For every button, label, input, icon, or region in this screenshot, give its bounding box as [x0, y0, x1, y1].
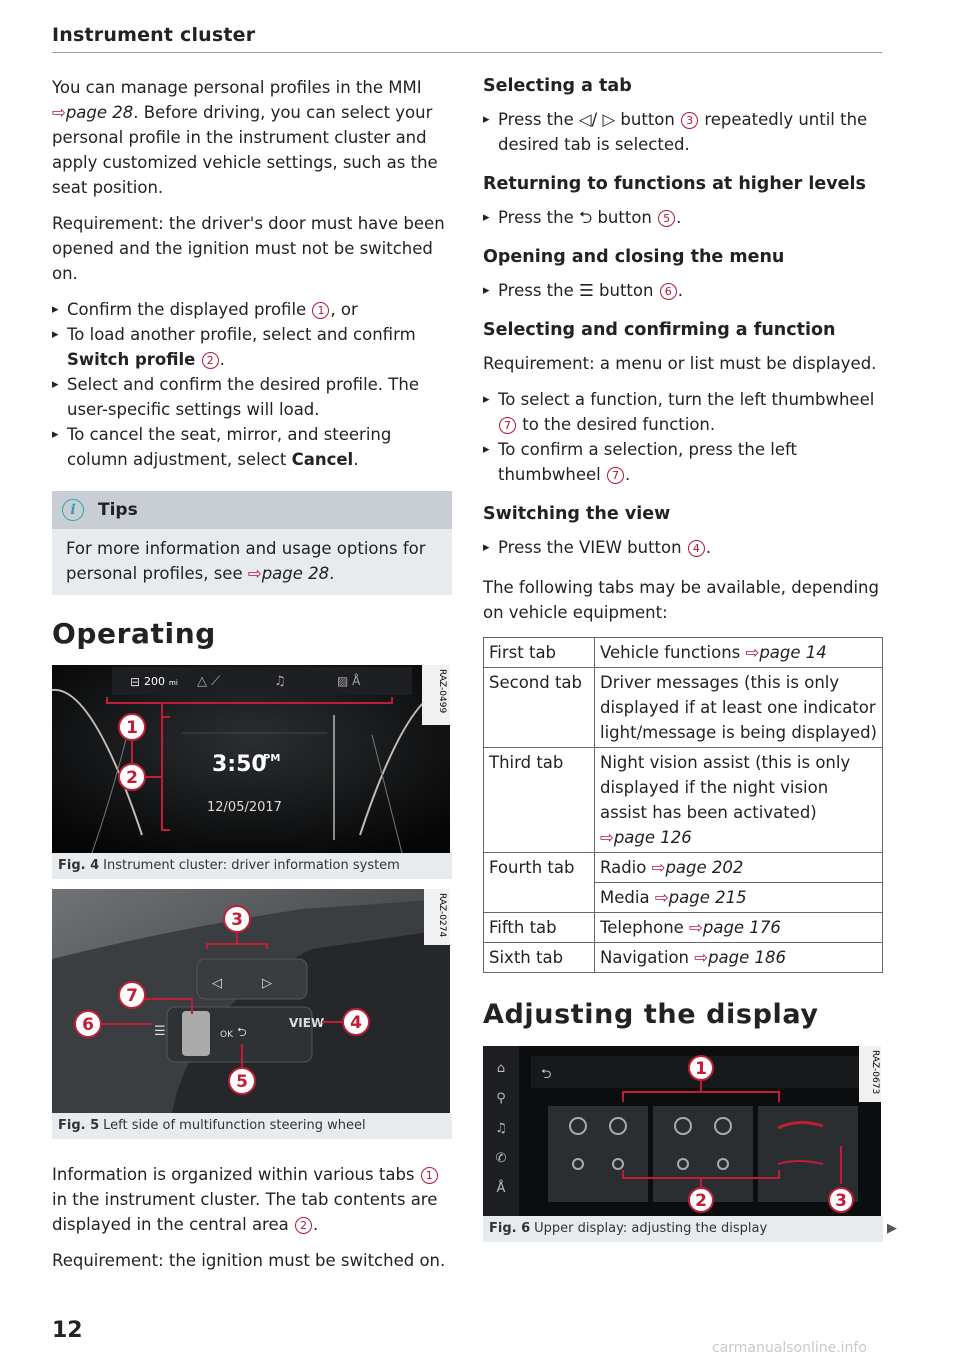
- step-view: ▸ Press the VIEW button 4 .: [483, 535, 883, 560]
- svg-text:4: 4: [350, 1013, 362, 1033]
- svg-text:PM: PM: [263, 753, 281, 764]
- table-row: [484, 748, 883, 853]
- svg-text:▷: ▷: [262, 976, 272, 991]
- tab-content-cell: Driver messages (this is only displayed if at least one indicator light/message is being displayed): [595, 668, 883, 748]
- heading-returning: Returning to functions at higher levels: [483, 174, 866, 194]
- page-link[interactable]: page 176: [702, 918, 781, 937]
- step-confirm-function: ▸ To confirm a selection, press the left thumbwheel 7 .: [483, 437, 883, 487]
- tab-content-cell: Media ⇨page 215: [595, 883, 883, 913]
- function-requirement: Requirement: a menu or list must be displayed.: [483, 354, 877, 373]
- svg-text:◁: ◁: [212, 976, 222, 991]
- tips-page-link[interactable]: page 28: [261, 564, 330, 583]
- svg-text:⮌: ⮌: [237, 1025, 247, 1039]
- tips-box: [52, 491, 452, 595]
- page-link[interactable]: page 186: [708, 948, 787, 967]
- operating-heading: Operating: [52, 617, 216, 650]
- requirement-ignition: Requirement: the ignition must be switched on.: [52, 1251, 446, 1270]
- table-row: [484, 638, 883, 668]
- svg-text:3: 3: [231, 910, 243, 930]
- figure-5: [52, 889, 452, 1139]
- steering-wheel-image: [52, 889, 450, 1113]
- tab-content-cell: Navigation ⇨page 186: [595, 943, 883, 973]
- step-return: ▸ Press the ⮌ button 5 .: [483, 205, 883, 230]
- svg-text:△ ⟋: △ ⟋: [197, 674, 221, 689]
- heading-function: Selecting and confirming a function: [483, 320, 836, 340]
- tab-content-cell: Radio ⇨page 202: [595, 853, 883, 883]
- upper-display-image: [483, 1046, 881, 1216]
- page-number: 12: [52, 1318, 83, 1343]
- figure-6-caption: Fig. 6 Upper display: adjusting the display ▶: [483, 1216, 883, 1242]
- tabs-table: [483, 637, 883, 973]
- watermark: carmanualsonline.info: [712, 1340, 867, 1356]
- tabs-intro: The following tabs may be available, depending on vehicle equipment:: [483, 578, 879, 622]
- page-link[interactable]: page 202: [665, 858, 744, 877]
- figure-4-caption: Fig. 4 Instrument cluster: driver information system: [52, 853, 452, 879]
- tabs-info-paragraph: Information is organized within various tabs 1 in the instrument cluster. The tab contents are displayed in the central area 2 .: [52, 1165, 438, 1234]
- heading-selecting-tab: Selecting a tab: [483, 76, 632, 96]
- tab-name-cell: Third tab: [484, 748, 595, 853]
- step-select-profile: ▸ Select and confirm the desired profile. The user-specific settings will load.: [52, 372, 452, 422]
- svg-text:mi: mi: [169, 679, 178, 687]
- page-link[interactable]: page 215: [668, 888, 747, 907]
- intro-paragraph: You can manage personal profiles in the MMI ⇨page 28. Before driving, you can select your personal profile in the instrument cluster and apply customized vehicle settings, such as the seat position.: [52, 78, 438, 197]
- tab-content-cell: Vehicle functions ⇨page 14: [595, 638, 883, 668]
- figure-4: [52, 665, 452, 879]
- page-link[interactable]: page 126: [613, 828, 692, 847]
- svg-text:RAZ-0673: RAZ-0673: [870, 1050, 880, 1095]
- svg-text:2: 2: [126, 768, 138, 788]
- svg-text:⌂: ⌂: [496, 1061, 506, 1076]
- right-column: [483, 75, 897, 1242]
- svg-text:RAZ-0499: RAZ-0499: [437, 669, 447, 714]
- svg-text:200: 200: [144, 675, 165, 688]
- tips-body: For more information and usage options for personal profiles, see ⇨page 28.: [52, 529, 452, 595]
- header-title: Instrument cluster: [52, 24, 256, 46]
- svg-text:1: 1: [126, 718, 138, 738]
- step-menu: ▸ Press the ☰ button 6 .: [483, 278, 883, 303]
- svg-text:2: 2: [695, 1191, 707, 1211]
- svg-text:3:50: 3:50: [212, 752, 267, 777]
- page-arrow-icon: ⇨: [52, 103, 66, 122]
- tab-content-cell: Night vision assist (this is only displayed if the night vision assist has been activated) ⇨page 126: [595, 748, 883, 853]
- heading-menu: Opening and closing the menu: [483, 247, 785, 267]
- tab-name-cell: Fifth tab: [484, 913, 595, 943]
- page-link[interactable]: page 14: [759, 643, 827, 662]
- adjusting-heading: Adjusting the display: [483, 999, 819, 1030]
- svg-text:☰: ☰: [154, 1024, 166, 1039]
- svg-text:OK: OK: [220, 1030, 233, 1040]
- tab-name-cell: Fourth tab: [484, 853, 595, 913]
- svg-text:✆: ✆: [495, 1151, 507, 1166]
- tips-header: i Tips: [52, 491, 452, 529]
- heading-view: Switching the view: [483, 504, 671, 524]
- table-row: [484, 853, 883, 883]
- header-divider: [52, 52, 882, 53]
- svg-text:⊟: ⊟: [130, 675, 141, 689]
- step-load-profile: ▸ To load another profile, select and confirm Switch profile 2 .: [52, 322, 452, 372]
- continue-arrow-icon: ▶: [887, 1221, 897, 1236]
- tab-name-cell: First tab: [484, 638, 595, 668]
- tab-name-cell: Second tab: [484, 668, 595, 748]
- svg-text:6: 6: [82, 1015, 94, 1035]
- figure-6: [483, 1046, 897, 1242]
- info-icon: i: [62, 499, 84, 521]
- svg-text:1: 1: [695, 1059, 707, 1079]
- tab-name-cell: Sixth tab: [484, 943, 595, 973]
- svg-text:3: 3: [835, 1191, 847, 1211]
- svg-text:5: 5: [236, 1072, 248, 1092]
- step-select-function: ▸ To select a function, turn the left thumbwheel 7 to the desired function.: [483, 387, 883, 437]
- step-confirm-profile: ▸ Confirm the displayed profile 1 , or: [52, 297, 452, 322]
- figure-5-caption: Fig. 5 Left side of multifunction steering wheel: [52, 1113, 452, 1139]
- tab-content-cell: Telephone ⇨page 176: [595, 913, 883, 943]
- step-cancel: ▸ To cancel the seat, mirror, and steering column adjustment, select Cancel.: [52, 422, 452, 472]
- requirement-text: Requirement: the driver's door must have been opened and the ignition must not be switched on.: [52, 214, 445, 283]
- page-link[interactable]: page 28: [65, 103, 134, 122]
- svg-text:RAZ-0274: RAZ-0274: [437, 893, 447, 938]
- svg-text:⮌: ⮌: [541, 1067, 552, 1082]
- svg-text:7: 7: [126, 986, 138, 1006]
- svg-text:♫: ♫: [274, 674, 286, 689]
- table-row: [484, 668, 883, 748]
- left-column: [52, 75, 452, 1273]
- step-select-tab: ▸ Press the ◁/ ▷ button 3 repeatedly until the desired tab is selected.: [483, 107, 883, 157]
- svg-text:VIEW: VIEW: [289, 1016, 325, 1030]
- svg-text:12/05/2017: 12/05/2017: [207, 800, 282, 815]
- table-row: [484, 913, 883, 943]
- svg-text:▨ Å: ▨ Å: [337, 674, 361, 688]
- instrument-cluster-image: [52, 665, 450, 853]
- svg-text:⚲: ⚲: [496, 1091, 506, 1106]
- svg-text:Å: Å: [496, 1181, 506, 1196]
- table-row: [484, 943, 883, 973]
- svg-text:♫: ♫: [495, 1121, 507, 1136]
